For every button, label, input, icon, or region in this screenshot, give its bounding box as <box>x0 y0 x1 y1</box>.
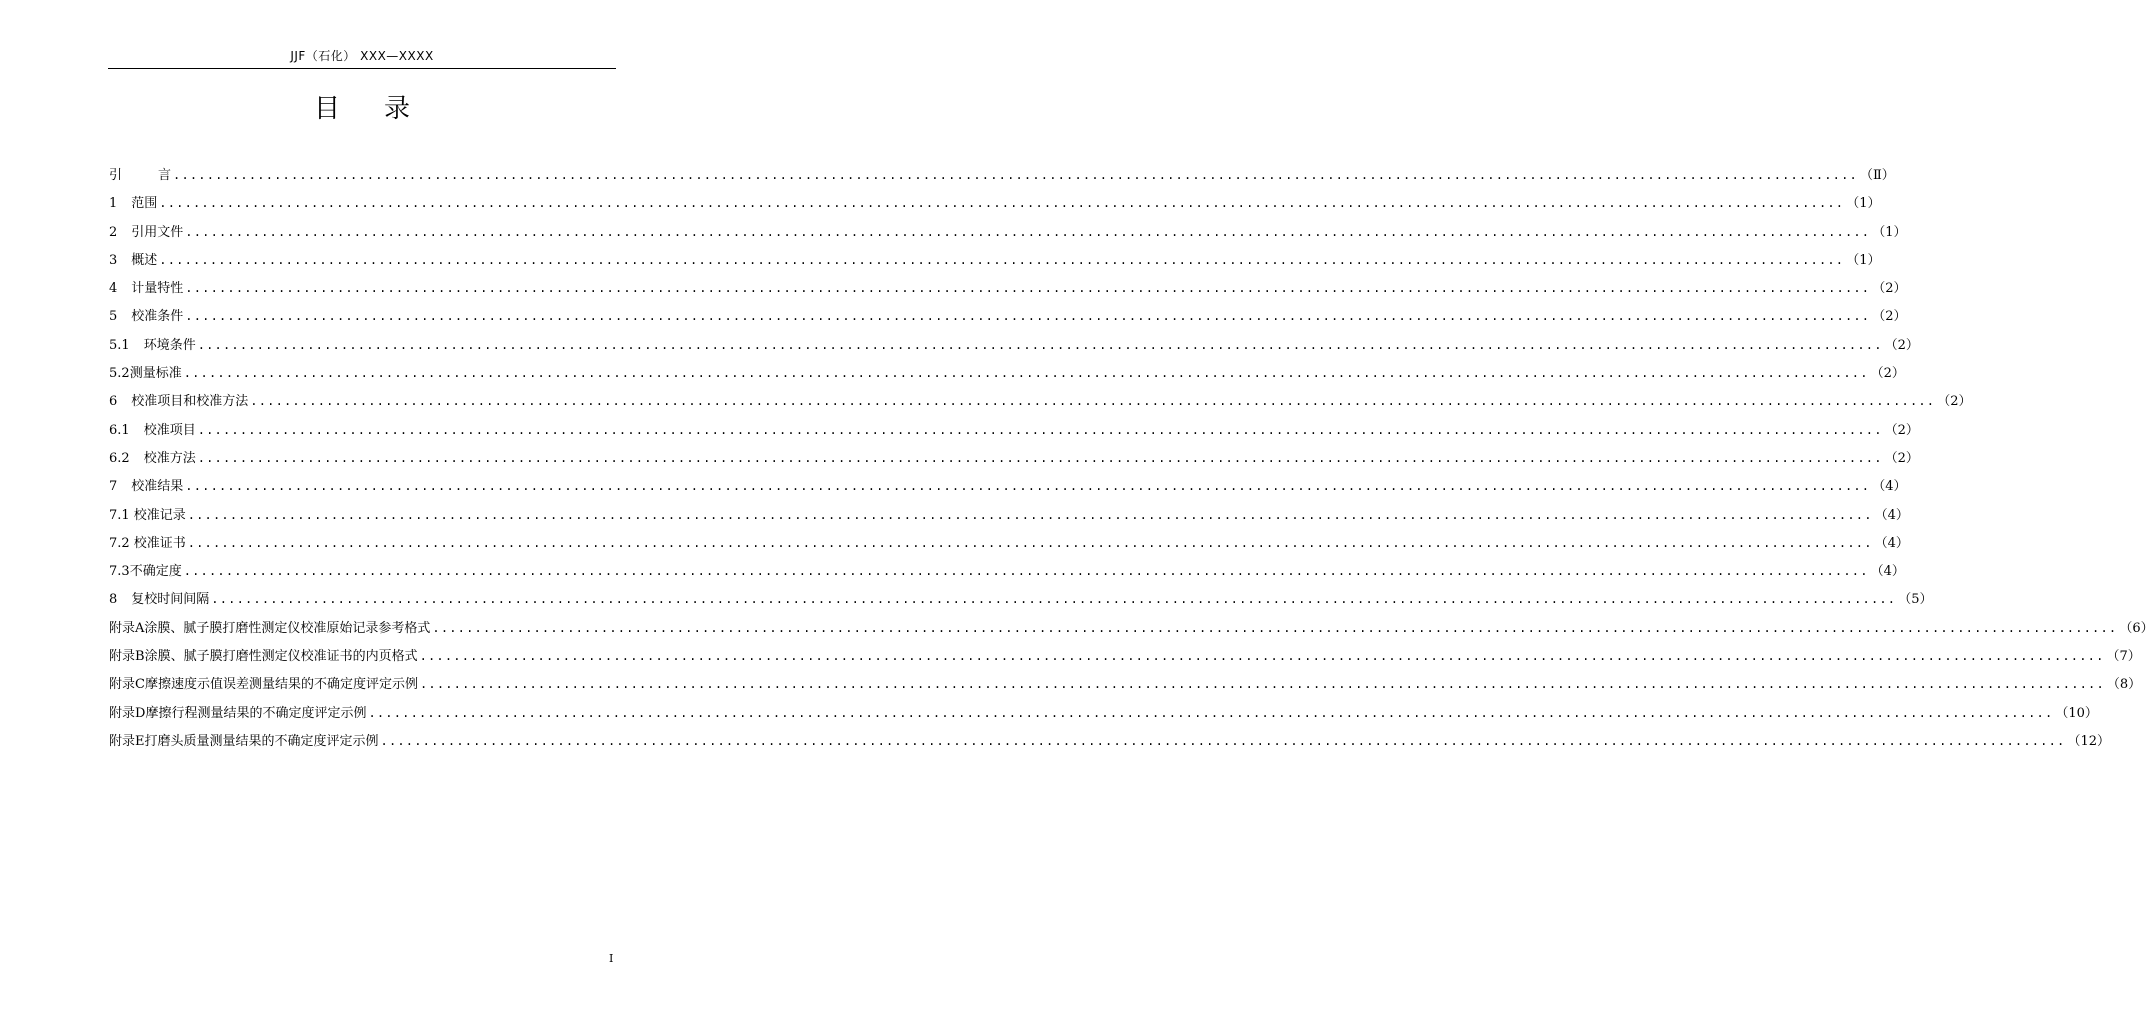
toc-entry-label: 校准项目 <box>143 422 196 438</box>
toc-entry[interactable] <box>109 673 2142 701</box>
toc-entry-number: 5.2 <box>109 366 130 382</box>
toc-leader-dots: ........................................................................................................................................................................................................ <box>159 252 1845 267</box>
toc-entry-number: 6.2 <box>109 450 130 466</box>
toc-entry-number: 附录B <box>109 649 145 665</box>
toc-leader-dots: ........................................................................................................................................................................................................ <box>185 309 1871 324</box>
toc-leader-dots: ........................................................................................................................................................................................................ <box>185 479 1871 494</box>
toc-entry-page: （1） <box>1846 196 1881 212</box>
toc-entry-number: 7.1 <box>109 507 130 523</box>
toc-entry[interactable] <box>109 164 1895 192</box>
toc-entry-label: 环境条件 <box>143 337 196 353</box>
toc-entry-page: （1） <box>1872 224 1907 240</box>
toc-entry-label: 涂膜、腻子膜打磨性测定仪校准证书的内页格式 <box>144 649 418 665</box>
toc-entry[interactable] <box>109 504 1909 532</box>
toc-entry-page: （2） <box>1884 450 1919 466</box>
toc-entry-label: 言 <box>158 168 172 183</box>
toc-entry-page: （5） <box>1898 592 1933 608</box>
toc-entry-page: （4） <box>1874 535 1909 551</box>
toc-leader-dots: ........................................................................................................................................................................................................ <box>419 677 2105 692</box>
toc-leader-dots: ........................................................................................................................................................................................................ <box>185 281 1871 296</box>
page-title: 目录 <box>313 94 454 124</box>
toc-entry-page: （2） <box>1872 309 1907 325</box>
toc-leader-dots: ........................................................................................................................................................................................................ <box>380 733 2066 748</box>
toc-entry-label: 复校时间间隔 <box>131 592 210 608</box>
toc-entry-label: 校准条件 <box>131 309 184 325</box>
toc-leader-dots: ........................................................................................................................................................................................................ <box>250 394 1936 409</box>
toc-entry[interactable] <box>109 249 1881 277</box>
toc-entry-label: 范围 <box>131 196 158 212</box>
toc-entry[interactable] <box>109 305 1907 333</box>
toc-entry-page: （4） <box>1870 564 1905 580</box>
toc-leader-dots: ........................................................................................................................................................................................................ <box>159 196 1845 211</box>
toc-entry-page: （4） <box>1872 479 1907 495</box>
page-number: I <box>609 952 614 965</box>
toc-entry-label: 测量标准 <box>129 366 182 382</box>
toc-entry[interactable] <box>109 588 1933 616</box>
toc-entry-number: 2 <box>109 224 118 240</box>
toc-entry-page: （1） <box>1846 252 1881 268</box>
toc-entry-page: （2） <box>1872 281 1907 297</box>
toc-entry-label: 不确定度 <box>129 564 182 580</box>
toc-entry-page: （7） <box>2106 649 2141 665</box>
toc-entry-number: 1 <box>109 196 118 212</box>
toc-entry-label: 校准项目和校准方法 <box>131 394 249 410</box>
running-header: JJF（石化） XXX—XXXX <box>290 49 434 63</box>
toc-entry-page: （6） <box>2119 620 2154 636</box>
toc-entry-number: 6 <box>109 394 118 410</box>
toc-entry-label: 校准记录 <box>133 507 186 523</box>
toc-entry-label: 摩擦行程测量结果的不确定度评定示例 <box>145 705 367 721</box>
toc-entry-page: （4） <box>1874 507 1909 523</box>
toc-entry[interactable] <box>109 419 1919 447</box>
toc-leader-dots: ........................................................................................................................................................................................................ <box>197 450 1883 465</box>
toc-entry-label: 校准结果 <box>131 479 184 495</box>
toc-leader-dots: ........................................................................................................................................................................................................ <box>432 620 2118 635</box>
toc-leader-dots: ........................................................................................................................................................................................................ <box>197 422 1883 437</box>
toc-entry[interactable] <box>109 334 1919 362</box>
toc-entry-label: 计量特性 <box>131 281 184 297</box>
toc-entry-page: （2） <box>1937 394 1972 410</box>
toc-leader-dots: ........................................................................................................................................................................................................ <box>368 705 2054 720</box>
toc-entry-number: 7.2 <box>109 535 130 551</box>
toc-entry-page: （2） <box>1884 337 1919 353</box>
toc-entry-number: 8 <box>109 592 118 608</box>
toc-entry-number: 6.1 <box>109 422 130 438</box>
toc-entry-label: 引用文件 <box>131 224 184 240</box>
toc-leader-dots: ........................................................................................................................................................................................................ <box>197 337 1883 352</box>
toc-entry-label: 打磨头质量测量结果的不确定度评定示例 <box>144 733 379 749</box>
toc-entry[interactable] <box>109 277 1907 305</box>
toc-entry[interactable] <box>109 362 1905 390</box>
toc-entry-label: 摩擦速度示值误差测量结果的不确定度评定示例 <box>144 677 418 693</box>
toc-entry[interactable] <box>109 702 2098 730</box>
toc-entry-number: 5 <box>109 309 118 325</box>
toc-entry-page: （2） <box>1870 366 1905 382</box>
toc-entry[interactable] <box>109 447 1919 475</box>
toc-leader-dots: ........................................................................................................................................................................................................ <box>419 649 2105 664</box>
toc-entry[interactable] <box>109 730 2110 758</box>
table-of-contents <box>109 164 2154 758</box>
toc-entry[interactable] <box>109 560 1905 588</box>
toc-leader-dots: ........................................................................................................................................................................................................ <box>173 168 1858 182</box>
toc-leader-dots: ........................................................................................................................................................................................................ <box>187 535 1873 550</box>
toc-entry-page: （10） <box>2055 705 2098 721</box>
toc-entry-label: 校准证书 <box>133 535 186 551</box>
toc-leader-dots: ........................................................................................................................................................................................................ <box>185 224 1871 239</box>
header-rule <box>108 68 616 69</box>
toc-entry[interactable] <box>109 532 1909 560</box>
toc-entry-number: 引 <box>109 168 123 183</box>
toc-entry-number: 附录E <box>109 733 145 749</box>
toc-entry-label: 涂膜、腻子膜打磨性测定仪校准原始记录参考格式 <box>144 620 431 636</box>
toc-entry-label: 概述 <box>131 252 158 268</box>
toc-entry-number: 5.1 <box>109 337 130 353</box>
toc-entry-number: 4 <box>109 281 118 297</box>
toc-entry-number: 附录D <box>109 705 146 721</box>
toc-entry-page: （Ⅱ） <box>1859 168 1895 183</box>
toc-entry-number: 附录C <box>109 677 145 693</box>
toc-entry-number: 3 <box>109 252 118 268</box>
toc-leader-dots: ........................................................................................................................................................................................................ <box>211 592 1897 607</box>
toc-leader-dots: ........................................................................................................................................................................................................ <box>183 366 1869 381</box>
toc-entry[interactable] <box>109 617 2154 645</box>
toc-entry-label: 校准方法 <box>143 450 196 466</box>
toc-entry[interactable] <box>109 390 1972 418</box>
toc-entry-page: （8） <box>2106 677 2142 693</box>
toc-entry-number: 7.3 <box>109 564 130 580</box>
toc-entry-number: 附录A <box>109 620 145 636</box>
toc-entry[interactable] <box>109 221 1907 249</box>
toc-entry[interactable] <box>109 645 2141 673</box>
toc-entry-page: （12） <box>2067 733 2110 749</box>
toc-leader-dots: ........................................................................................................................................................................................................ <box>187 507 1873 522</box>
toc-entry[interactable] <box>109 192 1881 220</box>
toc-leader-dots: ........................................................................................................................................................................................................ <box>183 564 1869 579</box>
toc-entry-page: （2） <box>1884 422 1919 438</box>
toc-entry[interactable] <box>109 475 1907 503</box>
toc-entry-number: 7 <box>109 479 118 495</box>
